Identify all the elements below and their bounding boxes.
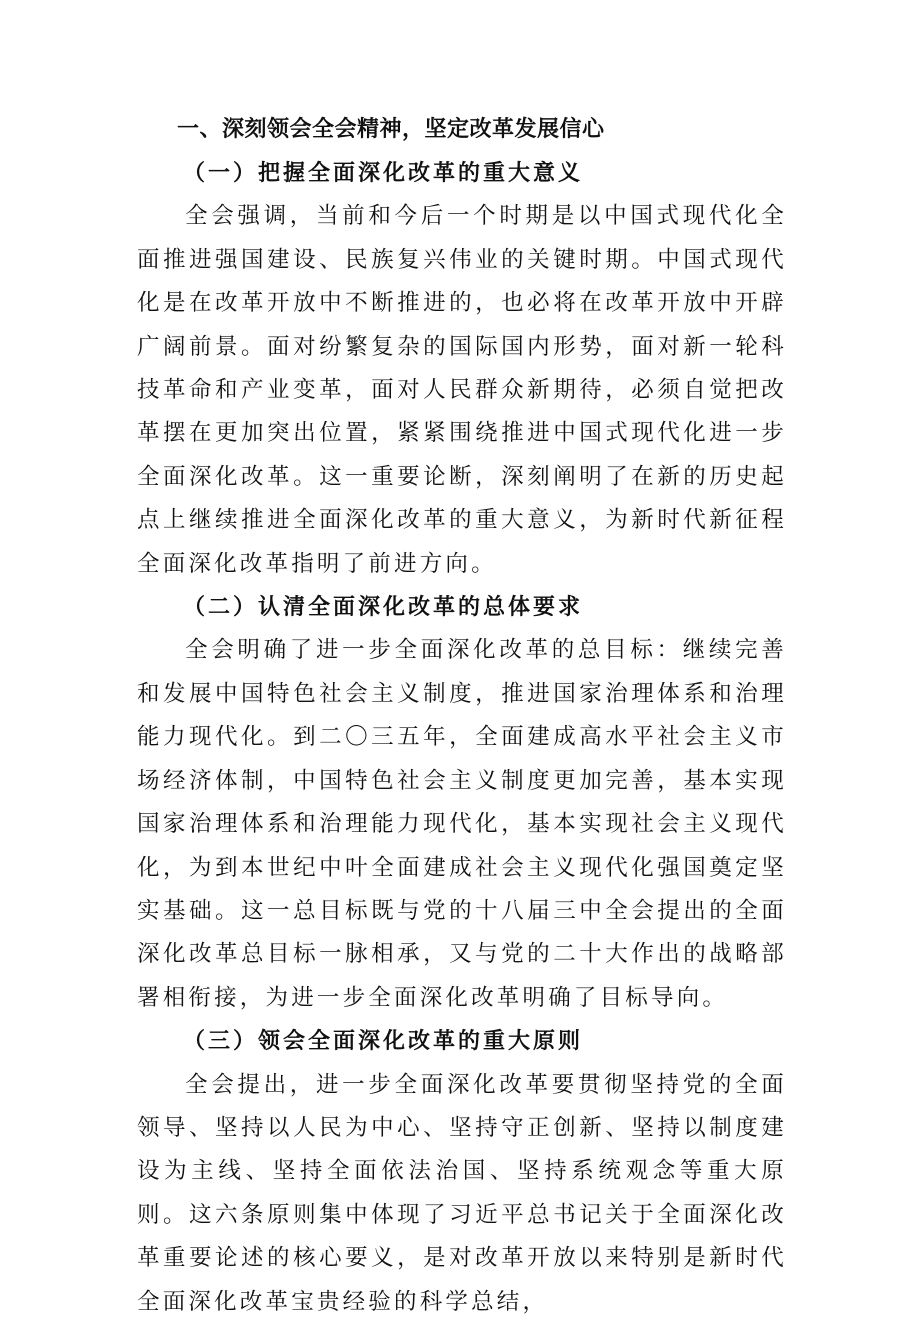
subheading-requirements: （二）认清全面深化改革的总体要求 — [183, 594, 584, 621]
paragraph-principles: 全会提出，进一步全面深化改革要贯彻坚持党的全面领导、坚持以人民为中心、坚持守正创新、坚持以制度建设为主线、坚持全面依法治国、坚持系统观念等重大原则。这六条原则集中体现了习近平总书记关于全面深化改革重要论述的核心要义，是对改革开放以来特别是新时代全面深化改革宝贵经验的科学总结， — [137, 1071, 787, 1315]
document-body — [137, 108, 787, 1324]
subheading-significance: （一）把握全面深化改革的重大意义 — [183, 160, 584, 186]
paragraph-significance: 全会强调，当前和今后一个时期是以中国式现代化全面推进强国建设、民族复兴伟业的关键时期。中国式现代化是在改革开放中不断推进的，也必将在改革开放中开辟广阔前景。面对纷繁复杂的国际国内形势，面对新一轮科技革命和产业变革，面对人民群众新期待，必须自觉把改革摆在更加突出位置，紧紧围绕推进中国式现代化进一步全面深化改革。这一重要论断，深刻阐明了在新的历史起点上继续推进全面深化改革的重大意义，为新时代新征程全面深化改革指明了前进方向。 — [137, 203, 787, 577]
paragraph-requirements: 全会明确了进一步全面深化改革的总目标：继续完善和发展中国特色社会主义制度，推进国家治理体系和治理能力现代化。到二〇三五年，全面建成高水平社会主义市场经济体制，中国特色社会主义制度更加完善，基本实现国家治理体系和治理能力现代化，基本实现社会主义现代化，为到本世纪中叶全面建成社会主义现代化强国奠定坚实基础。这一总目标既与党的十八届三中全会提出的全面深化改革总目标一脉相承，又与党的二十大作出的战略部署相衔接，为进一步全面深化改革明确了目标导向。 — [137, 637, 787, 1011]
section-heading: 一、深刻领会全会精神，坚定改革发展信心 — [177, 117, 605, 142]
subheading-principles: （三）领会全面深化改革的重大原则 — [183, 1028, 584, 1055]
